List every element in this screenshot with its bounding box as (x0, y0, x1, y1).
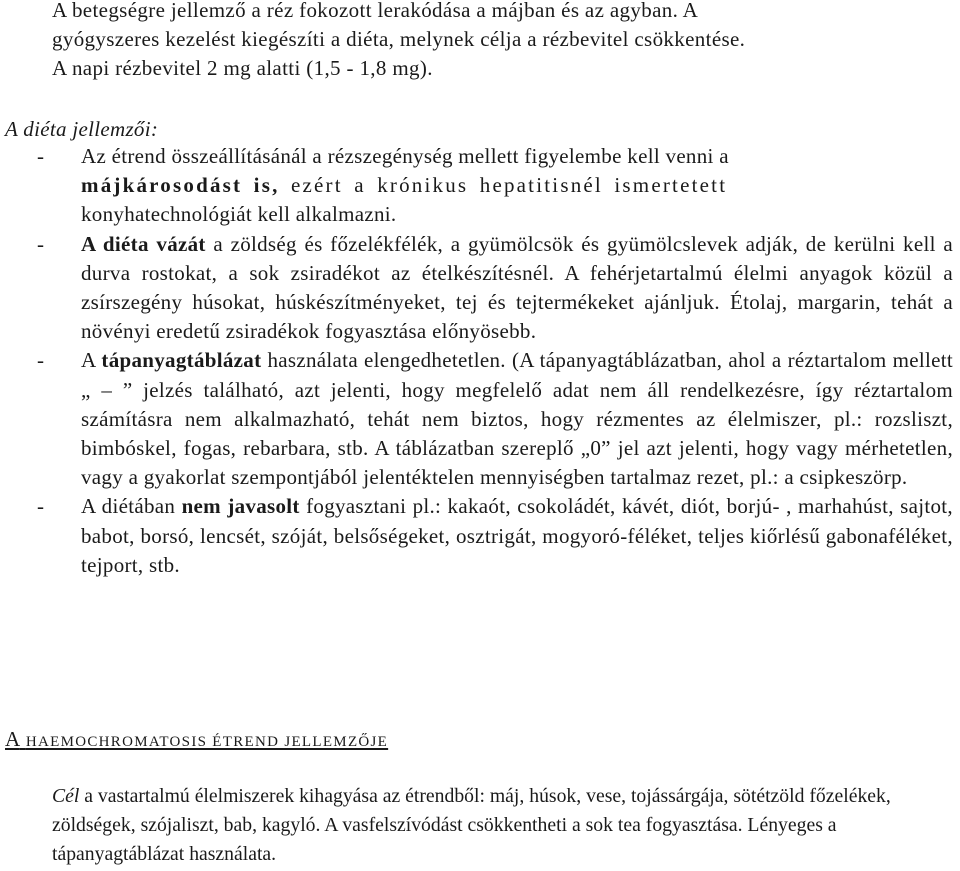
list-item (5, 142, 953, 230)
section-heading-text: HAEMOCHROMATOSIS ÉTREND JELLEMZŐJE (25, 734, 389, 750)
section-heading (5, 724, 388, 757)
list-item-text: A diétában (81, 494, 182, 519)
bold-phrase: A diéta vázát (81, 231, 206, 256)
intro-line: gyógyszeres kezelést kiegészíti a diéta, melynek célja a rézbevitel csökkentése. (52, 27, 746, 51)
list-item-text: a zöldség és főzelékfélék, a gyümölcsök és gyümölcslevek adják, de kerülni kell a durva rostokat, a sok zsiradékot az ételkészítésnél. A fehérjetartalmú élelmi anyagok közül a zsírszegény húsokat, húskészítményeket, tej és tejtermékeket ajánljuk. Étolaj, margarin, tehát a növényi eredetű zsiradékok fogyasztása előnyösebb. (81, 231, 953, 344)
diet-features-title: A diéta jellemzői: (5, 117, 159, 141)
list-item-text: használata elengedhetetlen. (A tápanyagtáblázatban, ahol a réztartalom mellett „ – ” jelzés található, azt jelenti, hogy megfelelő adat nem áll rendelkezésre, így réztartalom számításra nem alkalmazható, tehát nem biztos, hogy rézmentes az élelmiszer, pl.: rozsliszt, bimbóskel, fogas, rebarbara, stb. A táblázatban szereplő „0” jel azt jelenti, hogy vagy mérhetetlen, vagy a gyakorlat szempontjából jelentéktelen mennyiségben tartalmaz rezet, pl.: a csipkeszörp. (81, 348, 953, 490)
goal-label: Cél (52, 785, 80, 807)
list-item-line (81, 200, 953, 229)
list-item-text: Az étrend összeállításánál a rézszegénység mellett figyelembe kell venni a (81, 144, 729, 168)
section-heading-initial: A (5, 727, 20, 751)
list-item-text: konyhatechnológiát kell alkalmazni. (81, 202, 397, 227)
intro-paragraph (52, 0, 952, 83)
bold-phrase: tápanyagtáblázat (101, 348, 262, 373)
list-dash: - (37, 348, 45, 373)
goal-paragraph (52, 782, 942, 870)
list-dash: - (37, 494, 45, 519)
bold-phrase: májkárosodást is, (81, 173, 280, 198)
list-item-paragraph (81, 230, 953, 347)
list-item-text: ezért a krónikus hepatitisnél ismertetett (279, 173, 728, 198)
list-item-text: A (81, 348, 102, 373)
list-item (5, 230, 953, 347)
intro-line: A napi rézbevitel 2 mg alatti (1,5 - 1,8 mg). (52, 56, 433, 80)
list-item-line (81, 142, 953, 171)
list-dash: - (37, 144, 45, 168)
bold-phrase: nem javasolt (181, 494, 300, 519)
list-item-text: fogyasztani pl.: kakaót, csokoládét, kávét, diót, borjú- , marhahúst, sajtot, babot, borsó, lencsét, szóját, belsőségeket, osztrigát, mogyoró-féléket, teljes kiőrlésű gabonaféléket, tejport, stb. (81, 494, 953, 577)
goal-text: a vastartalmú élelmiszerek kihagyása az étrendből: máj, húsok, vese, tojássárgája, sötétzöld főzelékek, zöldségek, szójaliszt, bab, kagyló. A vasfelszívódást csökkentheti a sok tea fogyasztása. Lényeges a tápanyagtáblázat használata. (52, 785, 891, 866)
list-item-paragraph (81, 492, 953, 580)
intro-line: A betegségre jellemző a réz fokozott lerakódása a májban és az agyban. A (52, 0, 699, 22)
list-item (5, 492, 953, 580)
list-item (5, 346, 953, 492)
diet-features-list (5, 142, 953, 580)
list-item-paragraph (81, 346, 953, 492)
list-item-line (81, 171, 953, 200)
list-dash: - (37, 231, 45, 256)
